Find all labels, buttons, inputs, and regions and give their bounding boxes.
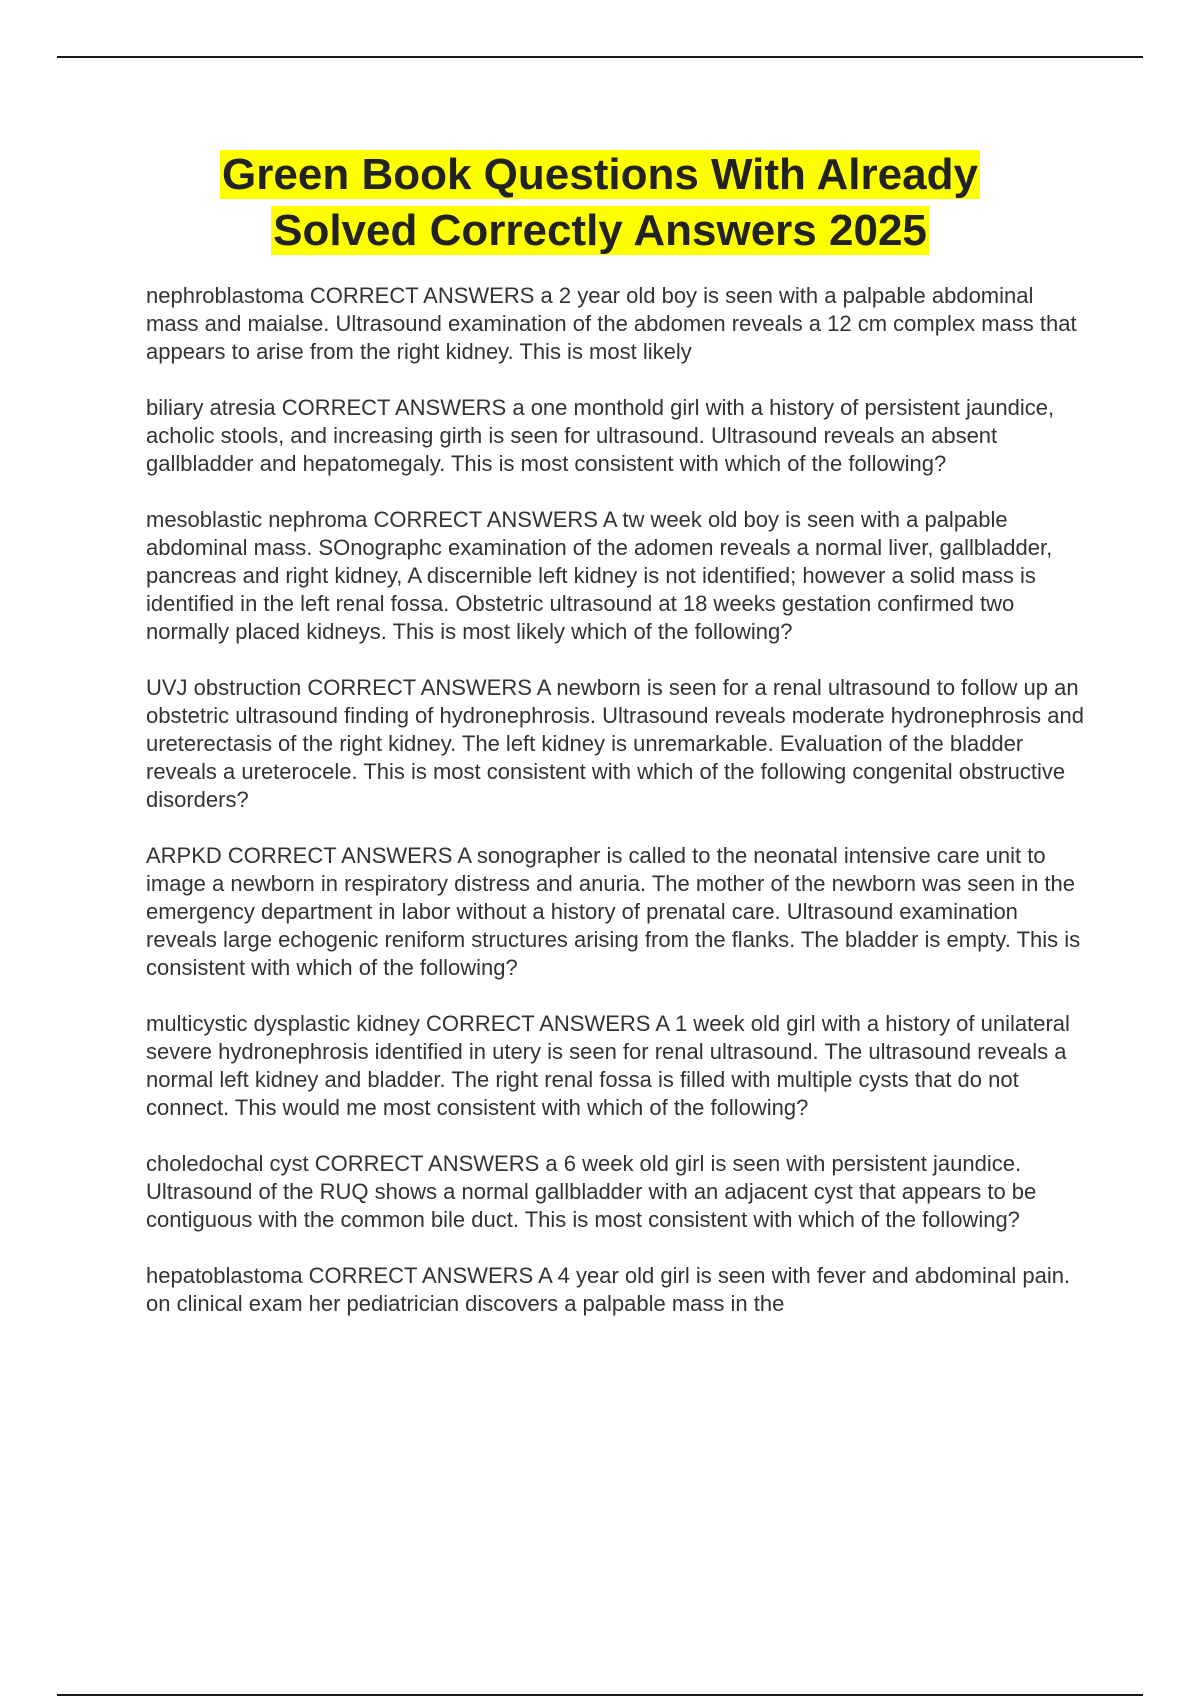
- qa-entry-choledochal-cyst: choledochal cyst CORRECT ANSWERS a 6 week old girl is seen with persistent jaundice. Ultrasound of the RUQ shows a normal gallbladder with an adjacent cyst that appears to be contiguous with the common bile duct. This is most consistent with which of the following?: [146, 1151, 1037, 1232]
- qa-entry-multicystic-dysplastic-kidney: multicystic dysplastic kidney CORRECT ANSWERS A 1 week old girl with a history of unilateral severe hydronephrosis identified in utery is seen for renal ultrasound. The ultrasound reveals a normal left kidney and bladder. The right renal fossa is filled with multiple cysts that do not connect. This would me most consistent with which of the following?: [146, 1011, 1070, 1120]
- footer-rule: [57, 1694, 1143, 1696]
- qa-entry-uvj-obstruction: UVJ obstruction CORRECT ANSWERS A newborn is seen for a renal ultrasound to follow up an obstetric ultrasound finding of hydronephrosis. Ultrasound reveals moderate hydronephrosis and ureterectasis of the right kidney. The left kidney is unremarkable. Evaluation of the bladder reveals a ureterocele. This is most consistent with which of the following congenital obstructive disorders?: [146, 675, 1084, 812]
- title-line-1: Green Book Questions With Already: [222, 150, 978, 199]
- qa-entry-arpkd: ARPKD CORRECT ANSWERS A sonographer is called to the neonatal intensive care unit to image a newborn in respiratory distress and anuria. The mother of the newborn was seen in the emergency department in labor without a history of prenatal care. Ultrasound examination reveals large echogenic reniform structures arising from the flanks. The bladder is empty. This is consistent with which of the following?: [146, 843, 1081, 980]
- qa-entry-mesoblastic-nephroma: mesoblastic nephroma CORRECT ANSWERS A tw week old boy is seen with a palpable abdominal mass. SOnographc examination of the adomen reveals a normal liver, gallbladder, pancreas and right kidney, A discernible left kidney is not identified; however a solid mass is identified in the left renal fossa. Obstetric ultrasound at 18 weeks gestation confirmed two normally placed kidneys. This is most likely which of the following?: [146, 507, 1053, 644]
- document-title: [120, 147, 1080, 259]
- qa-entry-nephroblastoma: nephroblastoma CORRECT ANSWERS a 2 year old boy is seen with a palpable abdominal mass and maialse. Ultrasound examination of the abdomen reveals a 12 cm complex mass that appears to arise from the right kidney. This is most likely: [146, 283, 1077, 364]
- qa-entry-hepatoblastoma: hepatoblastoma CORRECT ANSWERS A 4 year old girl is seen with fever and abdominal pain. on clinical exam her pediatrician discovers a palpable mass in the: [146, 1263, 1071, 1316]
- document-body: [146, 282, 1088, 1346]
- header-rule: [57, 56, 1143, 58]
- title-line-2: Solved Correctly Answers 2025: [273, 206, 927, 255]
- qa-entry-biliary-atresia: biliary atresia CORRECT ANSWERS a one monthold girl with a history of persistent jaundice, acholic stools, and increasing girth is seen for ultrasound. Ultrasound reveals an absent gallbladder and hepatomegaly. This is most consistent with which of the following?: [146, 395, 1055, 476]
